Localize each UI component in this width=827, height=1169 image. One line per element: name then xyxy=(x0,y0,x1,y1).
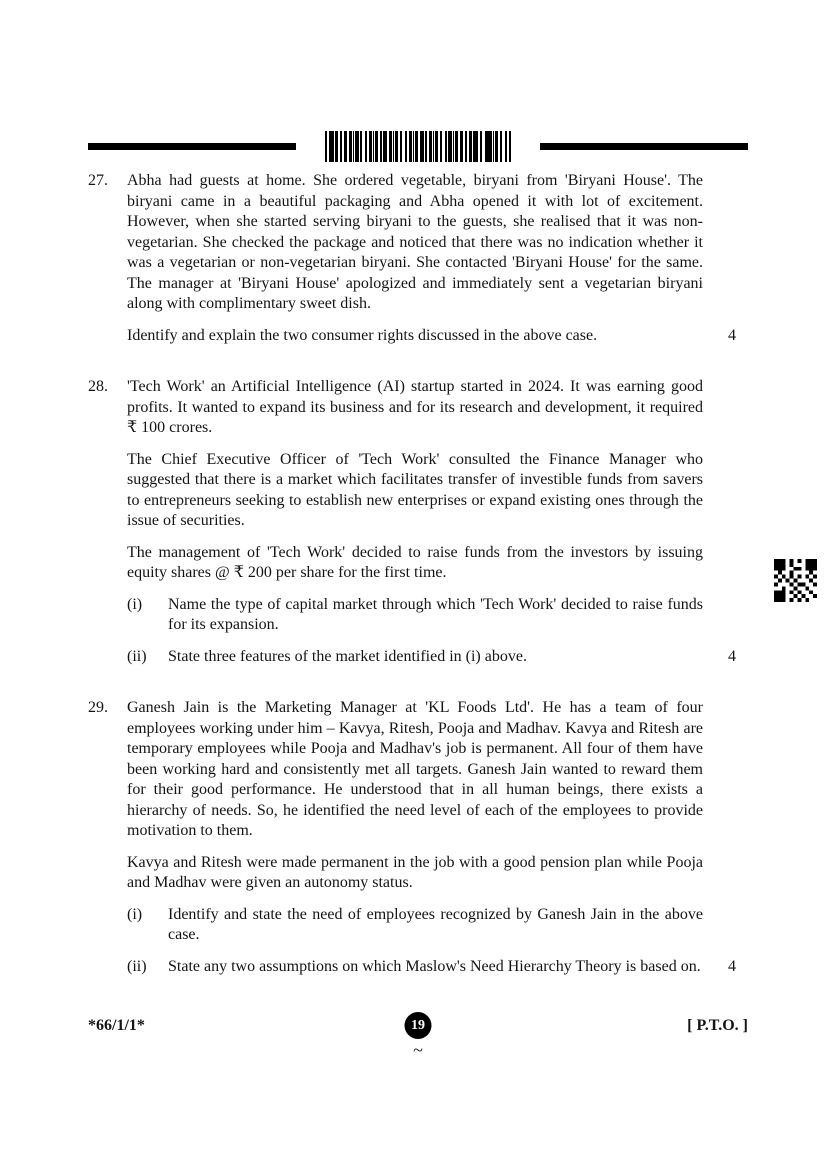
subpart-i xyxy=(127,595,703,636)
question-number: 27. xyxy=(88,172,108,189)
question-29 xyxy=(88,698,788,977)
paper-code: *66/1/1* xyxy=(88,1017,145,1034)
question-number: 29. xyxy=(88,699,108,716)
subpart-text: Identify and state the need of employees recognized by Ganesh Jain in the above case. xyxy=(168,905,703,943)
barcode-icon xyxy=(325,131,511,162)
subpart-text xyxy=(168,647,736,668)
footer xyxy=(88,1012,748,1040)
question-body xyxy=(127,377,736,667)
question-paragraph: 'Tech Work' an Artificial Intelligence (AI) startup started in 2024. It was earning good profits. It wanted to expand its business and for its research and development, it required ₹ 100 crores. xyxy=(127,378,703,436)
subpart-label: (i) xyxy=(127,595,143,613)
question-paragraph: Ganesh Jain is the Marketing Manager at 'KL Foods Ltd'. He has a team of four employees working under him – Kavya, Ritesh, Pooja and Madhav. Kavya and Ritesh are temporary employees while Pooja and Madhav's job is permanent. All four of them have been working hard and consistently met all targets. Ganesh Jain wanted to reward them for their good performance. He understood that in all human beings, there exists a hierarchy of needs. So, he identified the need level of each of the employees to provide motivation to them. xyxy=(127,699,703,839)
subpart-i xyxy=(127,905,703,946)
subpart-label: (ii) xyxy=(127,647,147,665)
question-number: 28. xyxy=(88,378,108,395)
questions-area xyxy=(88,171,788,1008)
subpart-label: (ii) xyxy=(127,957,147,975)
marks-value: 4 xyxy=(728,326,736,344)
question-28 xyxy=(88,377,788,667)
subpart-label: (i) xyxy=(127,905,143,923)
left-rule xyxy=(88,143,296,150)
subpart-text-content: State any two assumptions on which Maslow's Need Hierarchy Theory is based on. xyxy=(168,957,701,975)
question-ask-line xyxy=(127,326,736,347)
question-27 xyxy=(88,171,788,346)
barcode-row xyxy=(88,130,748,162)
question-paragraph: The management of 'Tech Work' decided to raise funds from the investors by issuing equity shares @ ₹ 200 per share for the first time. xyxy=(127,543,703,581)
pto-label: [ P.T.O. ] xyxy=(687,1017,748,1034)
question-body xyxy=(127,171,736,346)
subpart-ii xyxy=(127,957,736,978)
subpart-text xyxy=(168,957,736,978)
question-paragraph: The Chief Executive Officer of 'Tech Work' consulted the Finance Manager who suggested that there is a market which facilitates transfer of investible funds from savers to entrepreneurs seeking to establish new enterprises or expand existing ones through the issue of securities. xyxy=(127,450,703,529)
question-paragraph: Kavya and Ritesh were made permanent in the job with a good pension plan while Pooja and Madhav were given an autonomy status. xyxy=(127,853,703,891)
marks-value: 4 xyxy=(728,957,736,975)
subpart-text: Name the type of capital market through which 'Tech Work' decided to raise funds for its expansion. xyxy=(168,595,703,633)
page-number-badge: 19 xyxy=(405,1012,432,1039)
qr-code-icon xyxy=(774,558,817,603)
question-ask-text: Identify and explain the two consumer rights discussed in the above case. xyxy=(127,326,598,344)
question-paragraph: Abha had guests at home. She ordered vegetable, biryani from 'Biryani House'. The biryani came in a beautiful packaging and Abha opened it with lot of excitement. However, when she started serving biryani to the guests, she realised that it was non-vegetarian. She checked the package and noticed that there was no indication whether it was a vegetarian or non-vegetarian biryani. She contacted 'Biryani House' for the same. The manager at 'Biryani House' apologized and immediately sent a vegetarian biryani along with complimentary sweet dish. xyxy=(127,172,703,312)
question-body xyxy=(127,698,736,977)
tilde-mark: ~ xyxy=(413,1040,423,1060)
right-rule xyxy=(540,143,748,150)
subpart-ii xyxy=(127,647,736,668)
subpart-text-content: State three features of the market identified in (i) above. xyxy=(168,647,527,665)
marks-value: 4 xyxy=(728,647,736,665)
